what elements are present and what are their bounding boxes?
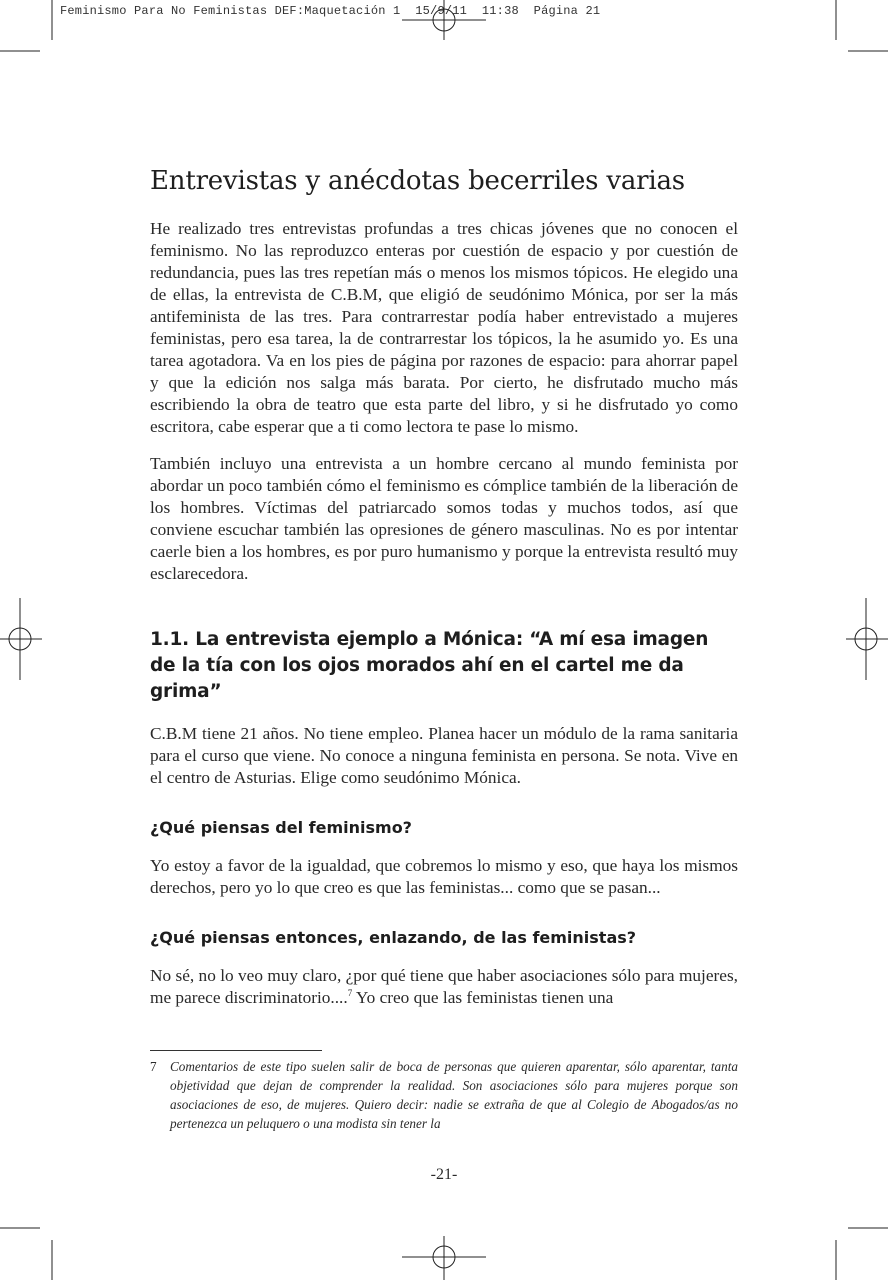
- footnote-reference[interactable]: 7: [347, 988, 353, 999]
- registration-mark-left: [0, 598, 42, 680]
- chapter-title: Entrevistas y anécdotas becerriles varias: [150, 166, 685, 196]
- interview-answer: Yo estoy a favor de la igualdad, que cobremos lo mismo y eso, que haya los mismos derechos, pero yo lo que creo es que las feministas... como que se pasan...: [150, 856, 738, 897]
- footnote-area: [150, 1050, 738, 1133]
- intro-paragraph: También incluyo una entrevista a un hombre cercano al mundo feminista por abordar un poco también cómo el feminismo es cómplice también de la liberación de los hombres. Víctimas del patriarcado somos todas y muchos todos, así que conviene escuchar también las opresiones de género masculinas. No es por intentar caerle bien a los hombres, es por puro humanismo y porque la entrevista resultó muy esclarecedora.: [150, 454, 738, 583]
- footnote: [150, 1057, 738, 1133]
- footnote-number: 7: [150, 1059, 157, 1074]
- section-intro-paragraph: C.B.M tiene 21 años. No tiene empleo. Planea hacer un módulo de la rama sanitaria para el curso que viene. No conoce a ninguna feminista en persona. Se nota. Vive en el centro de Asturias. Elige como seudónimo Mónica.: [150, 724, 738, 787]
- footnote-text: Comentarios de este tipo suelen salir de boca de personas que quieren aparentar, sólo aparentar, tanta objetividad que dejan de comprender la realidad. Son asociaciones sólo para mujeres porque son asociaciones de eso, de mujeres. Quiero decir: nadie se extraña de que al Colegio de Abogados/as no pertenezca un peluquero o una modista sin tener la: [170, 1059, 738, 1131]
- registration-mark-right: [846, 598, 888, 680]
- interview-question: ¿Qué piensas del feminismo?: [150, 818, 412, 837]
- section-heading: 1.1. La entrevista ejemplo a Mónica: “A mí esa imagen de la tía con los ojos morados ahí en el cartel me da grima”: [150, 629, 709, 702]
- registration-mark-bottom: [402, 1236, 486, 1280]
- answer-text: No sé, no lo veo muy claro, ¿por qué tiene que haber asociaciones sólo para mujeres, me parece discriminatorio....: [150, 966, 738, 1007]
- interview-answer: [150, 965, 738, 1009]
- footnote-rule: [150, 1050, 322, 1051]
- print-slug-line: Feminismo Para No Feministas DEF:Maquetación 1 15/9/11 11:38 Página 21: [60, 4, 601, 18]
- page-body: [150, 166, 738, 1024]
- page-number: -21-: [430, 1166, 458, 1183]
- interview-question: ¿Qué piensas entonces, enlazando, de las feministas?: [150, 928, 637, 947]
- intro-paragraph: He realizado tres entrevistas profundas a tres chicas jóvenes que no conocen el feminismo. No las reproduzco enteras por cuestión de espacio y por cuestión de redundancia, pues las tres repetían más o menos los mismos tópicos. He elegido una de ellas, la entrevista de C.B.M, que eligió de seudónimo Mónica, por ser la más antifeminista de las tres. Para contrarrestar podía haber entrevistado a mujeres feministas, pero esa tarea, la de contrarrestar los tópicos, la he asumido yo. Es una tarea agotadora. Va en los pies de página por razones de espacio: para ahorrar papel y que la edición nos salga más barata. Por cierto, he disfrutado mucho más escribiendo la obra de teatro que esta parte del libro, y si he disfrutado yo como escritora, cabe esperar que a ti como lectora te pase lo mismo.: [150, 219, 738, 436]
- answer-text: Yo creo que las feministas tienen una: [352, 988, 614, 1007]
- registration-mark-top: [402, 0, 486, 40]
